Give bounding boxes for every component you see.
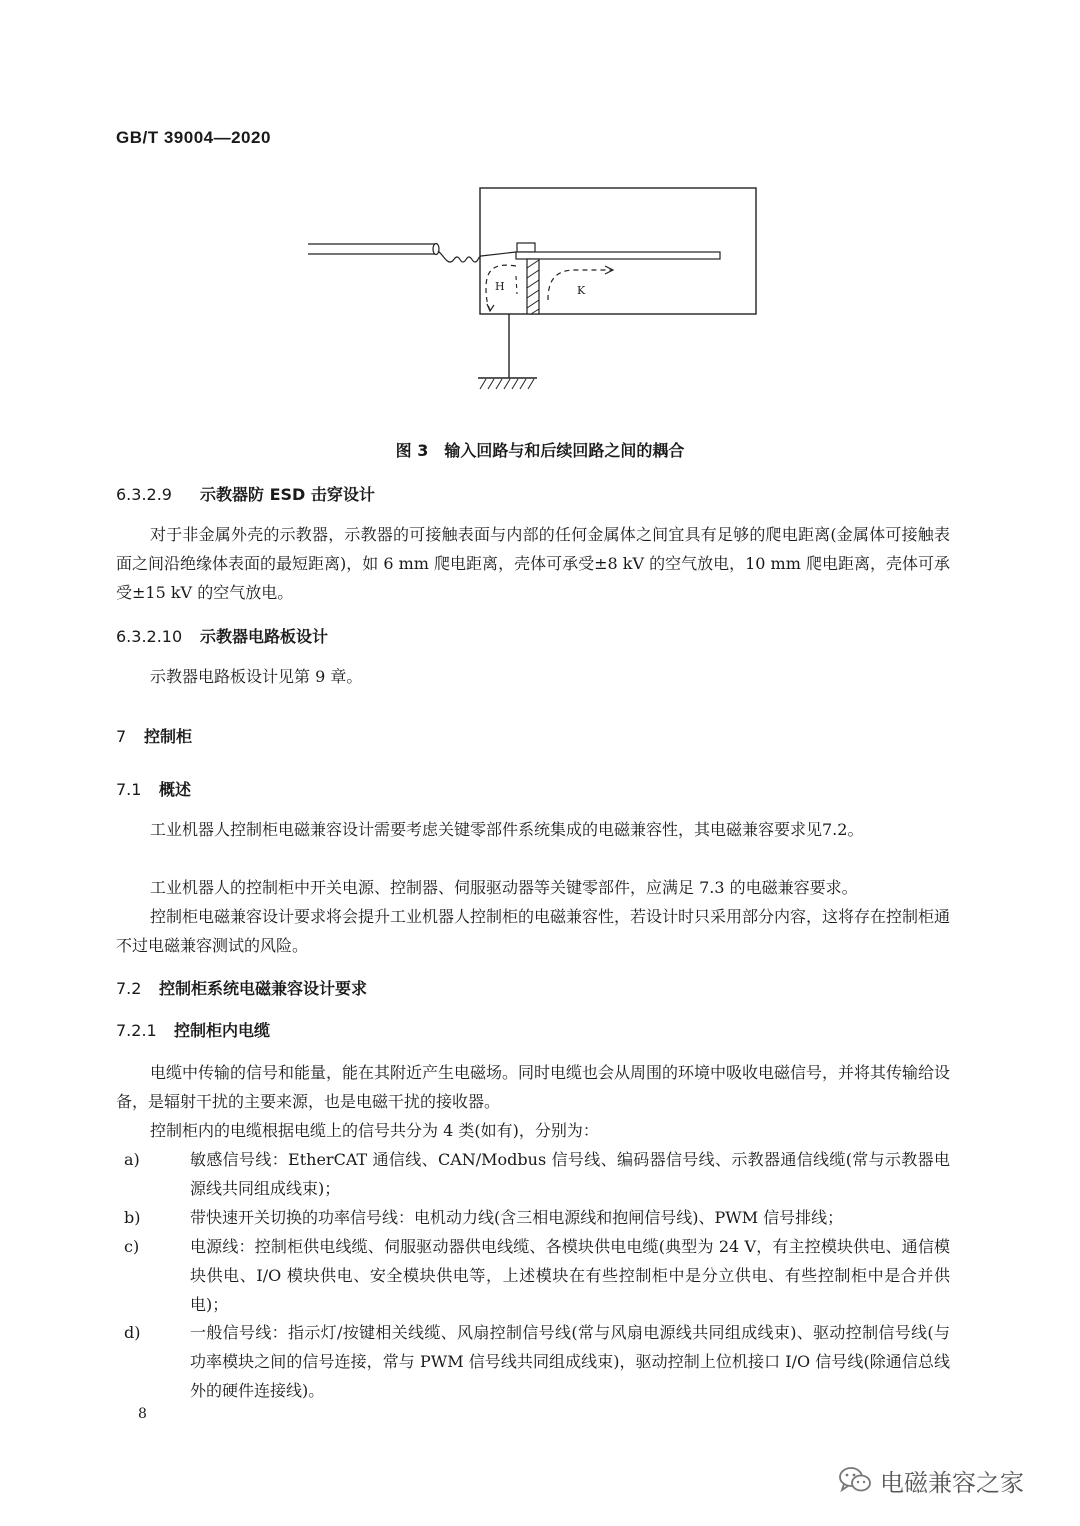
list-marker: a)	[124, 1150, 140, 1169]
paragraph: 对于非金属外壳的示教器，示教器的可接触表面与内部的任何金属体之间宜具有足够的爬电距离(金属体可接触表面之间沿绝缘体表面的最短距离)，如 6 mm 爬电距离，壳体可承受±8 kV 的空气放电，10 mm 爬电距离，壳体可承受±15 kV 的空气放电。	[116, 525, 950, 602]
section-title: 控制柜内电缆	[174, 1021, 271, 1040]
watermark	[838, 1460, 1024, 1500]
heading-7-2	[116, 976, 367, 999]
list-text: 敏感信号线：EtherCAT 通信线、CAN/Modbus 信号线、编码器信号线、示教器通信线缆(常与示教器电源线共同组成线束)；	[190, 1150, 950, 1198]
heading-6-3-2-10	[116, 624, 328, 647]
ground-hatch	[480, 379, 534, 389]
section-title: 示教器防 ESD 击穿设计	[200, 485, 375, 504]
label-h: H	[495, 280, 505, 293]
section-number: 7.2	[116, 979, 142, 998]
figure-caption: 图 3 输入回路与和后续回路之间的耦合	[395, 441, 685, 460]
list-text: 一般信号线：指示灯/按键相关线缆、风扇控制信号线(常与风扇电源线共同组成线束)、驱动控制信号线(与功率模块之间的信号连接，常与 PWM 信号线共同组成线束)，驱动控制上位机接口 I/O 信号线(除通信总线外的硬件连接线)。	[190, 1323, 950, 1400]
document-id: GB/T 39004—2020	[116, 128, 271, 147]
wechat-icon	[838, 1465, 872, 1495]
paragraph: 示教器电路板设计见第 9 章。	[150, 667, 363, 686]
section-number: 7	[116, 727, 127, 746]
coupling-figure	[300, 180, 770, 405]
paragraph: 工业机器人控制柜电磁兼容设计需要考虑关键零部件系统集成的电磁兼容性，其电磁兼容要求见7.2。	[150, 820, 864, 839]
heading-7-2-1	[116, 1018, 270, 1041]
list-item	[124, 1318, 950, 1405]
heading-7	[116, 724, 192, 747]
cable-connector	[433, 244, 439, 255]
list-item	[124, 1203, 950, 1232]
circuit-board	[516, 252, 720, 259]
page-number: 8	[138, 1406, 147, 1422]
paragraph: 控制柜内的电缆根据电缆上的信号共分为 4 类(如有)，分别为：	[150, 1121, 599, 1140]
list-text: 电源线：控制柜供电线缆、伺服驱动器供电线缆、各模块供电电缆(典型为 24 V，有主控模块供电、通信模块供电、I/O 模块供电、安全模块供电等，上述模块在有些控制柜中是分立供电、有些控制柜中是合并供电)；	[190, 1237, 950, 1314]
paragraph: 工业机器人的控制柜中开关电源、控制器、伺服驱动器等关键零部件，应满足 7.3 的电磁兼容要求。	[150, 878, 858, 897]
section-number: 7.1	[116, 780, 142, 799]
heading-7-1	[116, 777, 191, 800]
list-marker: d)	[124, 1323, 141, 1342]
section-number: 7.2.1	[116, 1021, 157, 1040]
section-title: 示教器电路板设计	[200, 627, 329, 646]
coupling-path-h2	[516, 276, 517, 294]
section-title: 概述	[159, 780, 192, 799]
list-marker: c)	[124, 1237, 140, 1256]
section-title: 控制柜系统电磁兼容设计要求	[159, 979, 368, 998]
board-connector	[517, 243, 535, 252]
coupling-coil	[438, 251, 516, 262]
paragraph: 电缆中传输的信号和能量，能在其附近产生电磁场。同时电缆也会从周围的环境中吸收电磁信号，并将其传输给设备，是辐射干扰的主要来源，也是电磁干扰的接收器。	[116, 1063, 951, 1111]
paragraph: 控制柜电磁兼容设计要求将会提升工业机器人控制柜的电磁兼容性，若设计时只采用部分内容，这将存在控制柜通不过电磁兼容测试的风险。	[116, 907, 951, 955]
section-title: 控制柜	[144, 727, 193, 746]
list-text: 带快速开关切换的功率信号线：电机动力线(含三相电源线和抱闸信号线)、PWM 信号排线；	[190, 1208, 844, 1227]
list-item	[124, 1145, 950, 1203]
section-number: 6.3.2.10	[116, 627, 183, 646]
watermark-text: 电磁兼容之家	[880, 1468, 1024, 1497]
label-k: K	[577, 284, 586, 297]
section-number: 6.3.2.9	[116, 485, 172, 504]
heading-6-3-2-9	[116, 482, 375, 505]
list-item	[124, 1232, 950, 1319]
list-marker: b)	[124, 1208, 141, 1227]
